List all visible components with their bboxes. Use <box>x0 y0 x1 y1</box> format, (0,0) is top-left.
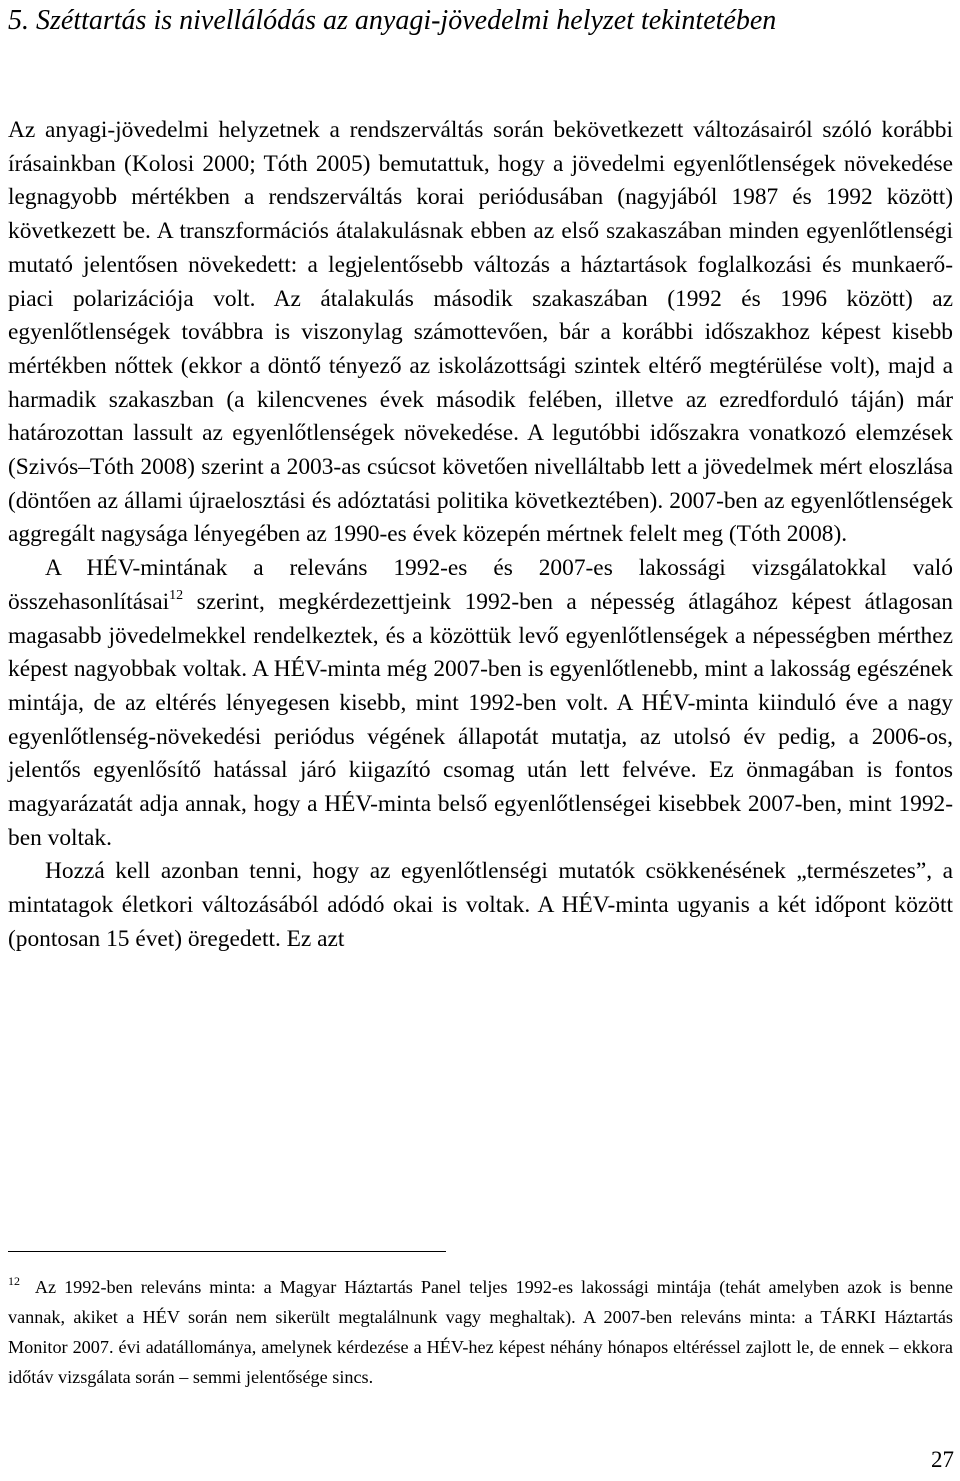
paragraph-2-text-before: A HÉV-mintának a releváns 1992-es és 2007-es lakossági vizsgálatokkal való összehasonlításai <box>8 555 953 615</box>
footnote-reference: 12 <box>169 587 184 603</box>
footnote-text: Az 1992-ben releváns minta: a Magyar Háztartás Panel teljes 1992-es lakossági mintája (tehát amelyben azok is benne vannak, akiket a HÉV során nem sikerült megtalálnunk vagy meghaltak). A 2007-ben releváns minta: a TÁRKI Háztartás Monitor 2007. évi adatállománya, amelynek kérdezése a HÉV-hez képest néhány hónapos eltéréssel zajlott le, de ennek – ekkora időtáv vizsgálata során – semmi jelentősége sincs. <box>8 1277 953 1387</box>
paragraph-2 <box>8 552 953 855</box>
section-title: 5. Széttartás is nivellálódás az anyagi-jövedelmi helyzet tekintetében <box>8 5 777 36</box>
page-number: 27 <box>931 1447 954 1472</box>
footnote <box>8 1272 953 1392</box>
body-text <box>8 114 953 957</box>
paragraph-1: Az anyagi-jövedelmi helyzetnek a rendszerváltás során bekövetkezett változásairól szóló korábbi írásainkban (Kolosi 2000; Tóth 2005) bemutattuk, hogy a jövedelmi egyenlőtlenségek növekedése legnagyobb mértékben a rendszerváltás korai periódusában (nagyjából 1987 és 1992 között) következett be. A transzformációs átalakulásnak ebben az első szakaszában minden egyenlőtlenségi mutató jelentősen növekedett: a legjelentősebb változás a háztartások foglalkozási és munkaerő-piaci polarizációja volt. Az átalakulás második szakaszában (1992 és 1996 között) az egyenlőtlenségek továbbra is viszonylag számottevően, bár a korábbi időszakhoz képest kisebb mértékben nőttek (ekkor a döntő tényező az iskolázottsági szintek eltérő megtérülése volt), majd a harmadik szakaszban (a kilencvenes évek második felében, illetve az ezredforduló táján) már határozottan lassult az egyenlőtlenségek növekedése. A legutóbbi időszakra vonatkozó elemzések (Szivós–Tóth 2008) szerint a 2003-as csúcsot követően nivelláltabb lett a jövedelmek mért eloszlása (döntően az állami újraelosztási és adóztatási politika következtében). 2007-ben az egyenlőtlenségek aggregált nagysága lényegében az 1990-es évek közepén mértnek felelt meg (Tóth 2008). <box>8 117 953 548</box>
footnote-number: 12 <box>8 1274 20 1288</box>
paragraph-2-text-after: szerint, megkérdezettjeink 1992-ben a népesség átlagához képest átlagosan magasabb jövedelmekkel rendelkeztek, és a közöttük levő egyenlőtlenségek a népességben mérthez képest nagyobbak voltak. A HÉV-minta még 2007-ben is egyenlőtlenebb, mint a lakosság egészének mintája, de az eltérés lényegesen kisebb, mint 1992-ben volt. A HÉV-minta kiinduló éve a nagy egyenlőtlenség-növekedési periódus végének állapotát mutatja, az utolsó év pedig, a 2006-os, jelentős egyenlősítő hatással járó kiigazító csomag után lett felvéve. Ez önmagában is fontos magyarázatát adja annak, hogy a HÉV-minta belső egyenlőtlenségei kisebbek 2007-ben, mint 1992-ben voltak. <box>8 588 953 851</box>
footnote-separator <box>8 1251 446 1252</box>
paragraph-3: Hozzá kell azonban tenni, hogy az egyenlőtlenségi mutatók csökkenésének „természetes”, a mintatagok életkori változásából adódó okai is voltak. A HÉV-minta ugyanis a két időpont között (pontosan 15 évet) öregedett. Ez azt <box>8 858 953 952</box>
